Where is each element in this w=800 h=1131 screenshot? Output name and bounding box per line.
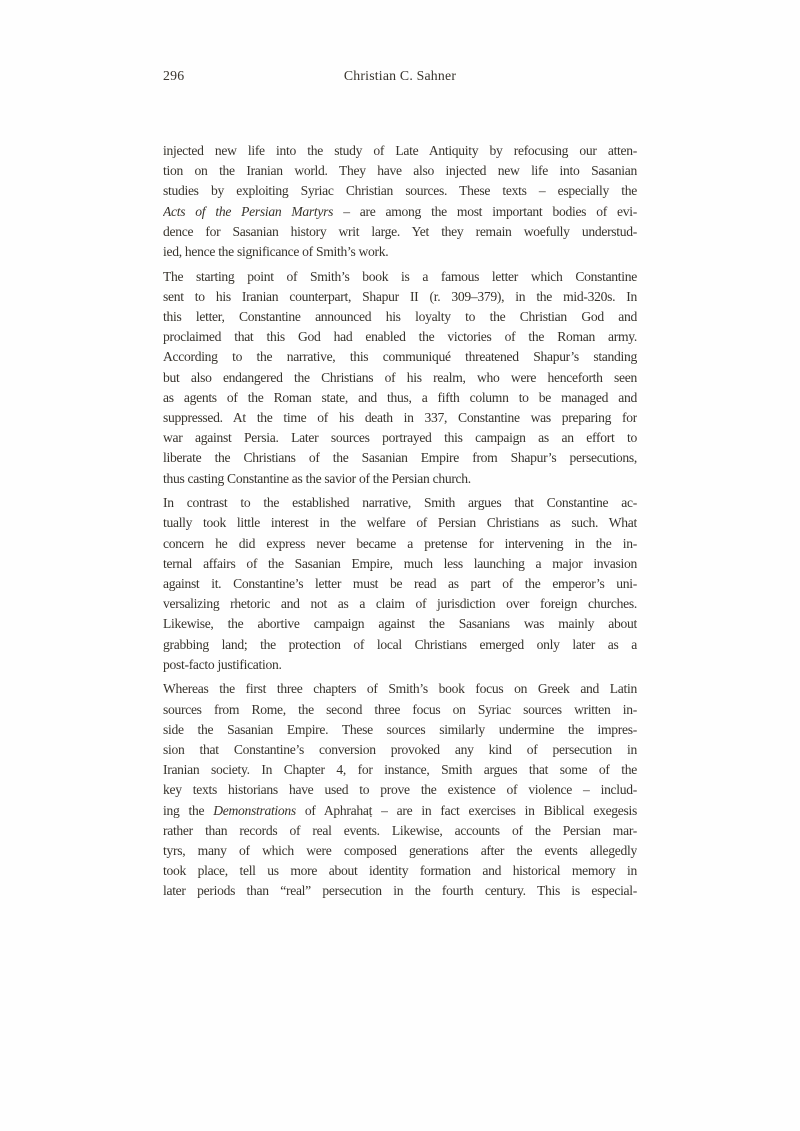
text-line [163,679,637,699]
text-segment: studies by exploiting Syriac Christian sources. These texts – especially the [163,183,637,199]
text-line [163,347,637,367]
page-number: 296 [163,68,185,83]
text-segment: but also endangered the Christians of his realm, who were henceforth seen [163,369,637,385]
text-line [163,469,637,489]
text-segment: sion that Constantine’s conversion provoked any kind of persecution in [163,741,637,757]
text-segment: ternal affairs of the Sasanian Empire, much less launching a major invasion [163,555,637,571]
italic-book-title: Demonstrations [213,802,296,818]
text-line [163,287,637,307]
text-segment: as agents of the Roman state, and thus, a fifth column to be managed and [163,389,637,405]
text-line [163,861,637,881]
text-line [163,821,637,841]
text-segment: post-facto justification. [163,656,282,672]
text-line [163,493,637,513]
text-line [163,242,637,262]
text-segment: against it. Constantine’s letter must be read as part of the emperor’s uni- [163,575,637,591]
text-segment: injected new life into the study of Late Antiquity by refocusing our atten- [163,143,637,158]
text-line [163,428,637,448]
text-segment: this letter, Constantine announced his loyalty to the Christian God and [163,309,637,324]
text-line [163,655,637,675]
text-line [163,327,637,347]
text-segment: dence for Sasanian history writ large. Yet they remain woefully understud- [163,223,637,239]
text-segment: of Aphrahaṭ – are in fact exercises in Biblical exegesis [295,802,637,818]
text-segment: thus casting Constantine as the savior of the Persian church. [163,470,471,486]
paragraph [163,141,637,262]
text-line [163,594,637,614]
text-segment: later periods than “real” persecution in the fourth century. This is especial- [163,883,637,899]
text-segment: sent to his Iranian counterpart, Shapur II (r. 309–379), in the mid-320s. In [163,288,637,304]
text-segment: According to the narrative, this communiqué threatened Shapur’s standing [163,349,637,365]
text-segment: Whereas the first three chapters of Smith’s book focus on Greek and Latin [163,681,637,697]
text-line [163,534,637,554]
paragraph [163,679,637,901]
text-segment: Iranian society. In Chapter 4, for instance, Smith argues that some of the [163,762,637,778]
text-segment: tion on the Iranian world. They have also injected new life into Sasanian [163,163,637,179]
running-head: Christian C. Sahner [343,68,457,83]
text-segment: ied, hence the significance of Smith’s work. [163,243,389,259]
text-line [163,408,637,428]
text-line [163,881,637,901]
paragraph [163,493,637,675]
text-line [163,554,637,574]
text-segment: proclaimed that this God had enabled the victories of the Roman army. [163,329,637,345]
text-line [163,801,637,821]
page-header [163,66,637,86]
text-segment: tyrs, many of which were composed generations after the events allegedly [163,842,637,858]
text-segment: The starting point of Smith’s book is a famous letter which Constantine [163,268,637,284]
text-segment: war against Persia. Later sources portrayed this campaign as an effort to [163,430,637,446]
text-segment: In contrast to the established narrative, Smith argues that Constantine ac- [163,495,637,511]
text-line [163,222,637,242]
text-line [163,780,637,800]
text-segment: versalizing rhetoric and not as a claim of jurisdiction over foreign churches. [163,596,637,612]
italic-book-title: Acts of the Persian Martyrs [163,203,334,219]
text-segment: took place, tell us more about identity formation and historical memory in [163,863,637,879]
text-segment: tually took little interest in the welfare of Persian Christians as such. What [163,515,637,531]
text-line [163,181,637,201]
text-line [163,720,637,740]
text-line [163,513,637,533]
text-line [163,307,637,327]
text-line [163,760,637,780]
text-block [163,141,637,906]
text-line [163,700,637,720]
text-line [163,740,637,760]
text-line [163,614,637,634]
text-segment: ing the [163,802,214,818]
text-segment: key texts historians have used to prove the existence of violence – includ- [163,782,637,798]
text-segment: liberate the Christians of the Sasanian Empire from Shapur’s persecutions, [163,450,637,466]
text-line [163,841,637,861]
text-segment: side the Sasanian Empire. These sources similarly undermine the impres- [163,721,637,737]
text-segment: – are among the most important bodies of evi- [333,203,637,219]
text-line [163,267,637,287]
text-segment: sources from Rome, the second three focus on Syriac sources written in- [163,701,637,717]
text-segment: concern he did express never became a pretense for intervening in the in- [163,535,637,551]
text-line [163,635,637,655]
text-segment: Likewise, the abortive campaign against the Sasanians was mainly about [163,616,637,632]
text-segment: grabbing land; the protection of local Christians emerged only later as a [163,636,637,652]
text-line [163,388,637,408]
text-line [163,161,637,181]
text-line [163,574,637,594]
text-segment: rather than records of real events. Likewise, accounts of the Persian mar- [163,822,637,838]
text-segment: suppressed. At the time of his death in 337, Constantine was preparing for [163,409,637,425]
text-line [163,448,637,468]
paragraph [163,267,637,489]
text-line [163,141,637,161]
text-line [163,202,637,222]
text-line [163,368,637,388]
